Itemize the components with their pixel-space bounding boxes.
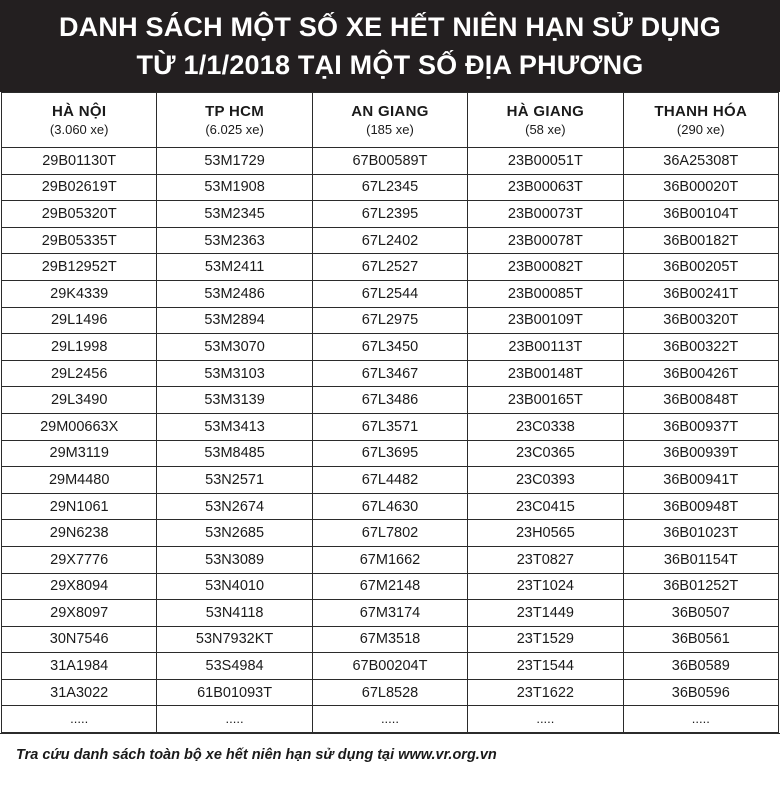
plate-cell: 23T1529 [468,626,623,653]
plate-cell: 36B01252T [623,573,778,600]
plate-cell: 29B12952T [2,254,157,281]
plate-cell: 29B02619T [2,174,157,201]
ellipsis-cell: ..... [157,706,312,733]
ellipsis-cell: ..... [312,706,467,733]
plate-cell: 31A3022 [2,679,157,706]
plate-cell: 23T1449 [468,600,623,627]
column-name: THANH HÓA [654,103,748,120]
table-row [2,653,779,680]
ellipsis-cell: ..... [2,706,157,733]
plate-cell: 36B00426T [623,360,778,387]
plate-cell: 23T1024 [468,573,623,600]
plate-cell: 53N3089 [157,546,312,573]
plate-cell: 23B00063T [468,174,623,201]
plate-cell: 53N4118 [157,600,312,627]
table-row [2,148,779,175]
plate-cell: 67B00589T [312,148,467,175]
table-row [2,546,779,573]
plate-cell: 23C0415 [468,493,623,520]
plate-cell: 29L1998 [2,334,157,361]
plate-cell: 23B00051T [468,148,623,175]
plate-cell: 53M2411 [157,254,312,281]
plate-cell: 31A1984 [2,653,157,680]
plate-cell: 67L3467 [312,360,467,387]
plate-cell: 29N1061 [2,493,157,520]
plate-cell: 23H0565 [468,520,623,547]
plate-cell: 36B0561 [623,626,778,653]
plate-cell: 36B00941T [623,467,778,494]
plate-cell: 53M3070 [157,334,312,361]
column-count: (3.060 xe) [49,122,109,137]
plate-cell: 29K4339 [2,280,157,307]
column-header [623,93,778,148]
plate-cell: 67L2395 [312,201,467,228]
plate-cell: 23B00082T [468,254,623,281]
plate-cell: 67L2345 [312,174,467,201]
title-line-1: DANH SÁCH MỘT SỐ XE HẾT NIÊN HẠN SỬ DỤNG [59,12,721,42]
plate-cell: 29B01130T [2,148,157,175]
plate-cell: 36B01023T [623,520,778,547]
plate-cell: 67L7802 [312,520,467,547]
plate-cell: 67M3518 [312,626,467,653]
plate-cell: 53N2571 [157,467,312,494]
plate-cell: 36B00322T [623,334,778,361]
plate-cell: 29L2456 [2,360,157,387]
plate-cell: 36B00948T [623,493,778,520]
plate-cell: 36B00020T [623,174,778,201]
plate-cell: 67L2402 [312,227,467,254]
plate-cell: 36B0589 [623,653,778,680]
plate-cell: 29X8097 [2,600,157,627]
plate-cell: 53M3139 [157,387,312,414]
plate-cell: 67L3486 [312,387,467,414]
ellipsis-cell: ..... [623,706,778,733]
column-count: (185 xe) [366,122,414,137]
plate-cell: 36B0507 [623,600,778,627]
plate-cell: 23B00078T [468,227,623,254]
plate-cell: 36B00320T [623,307,778,334]
table-row [2,307,779,334]
plate-cell: 53M1908 [157,174,312,201]
table-row [2,334,779,361]
table-body [2,148,779,733]
table-row [2,174,779,201]
plate-cell: 67L8528 [312,679,467,706]
plate-cell: 29M3119 [2,440,157,467]
plate-cell: 29N6238 [2,520,157,547]
plate-cell: 53M2363 [157,227,312,254]
column-name: TP HCM [205,103,265,120]
plate-cell: 53N4010 [157,573,312,600]
ellipsis-cell: ..... [468,706,623,733]
plate-cell: 36B0596 [623,679,778,706]
plate-cell: 30N7546 [2,626,157,653]
title-banner [0,0,780,92]
plate-cell: 67M1662 [312,546,467,573]
plate-cell: 67L3450 [312,334,467,361]
plate-cell: 36B00182T [623,227,778,254]
plate-cell: 29X8094 [2,573,157,600]
plate-cell: 36B00104T [623,201,778,228]
plate-cell: 36B00937T [623,413,778,440]
plate-cell: 67L4630 [312,493,467,520]
plate-cell: 67L2975 [312,307,467,334]
plate-cell: 53M2345 [157,201,312,228]
plate-cell: 61B01093T [157,679,312,706]
plate-cell: 23T0827 [468,546,623,573]
plate-cell: 29B05320T [2,201,157,228]
table-row [2,360,779,387]
table-row [2,626,779,653]
plate-cell: 36B01154T [623,546,778,573]
plate-cell: 53M8485 [157,440,312,467]
column-name: HÀ NỘI [52,103,107,120]
plate-cell: 23B00109T [468,307,623,334]
table-row [2,440,779,467]
table-row [2,520,779,547]
plate-cell: 36B00848T [623,387,778,414]
plate-cell: 53M1729 [157,148,312,175]
title-line-2: TỪ 1/1/2018 TẠI MỘT SỐ ĐỊA PHƯƠNG [136,50,644,80]
column-count: (58 xe) [525,122,566,137]
plate-cell: 53M3103 [157,360,312,387]
table-row [2,493,779,520]
plate-cell: 36B00241T [623,280,778,307]
ellipsis-row [2,706,779,733]
column-header [157,93,312,148]
table-row [2,201,779,228]
plate-cell: 29B05335T [2,227,157,254]
column-count: (290 xe) [676,122,725,137]
plate-cell: 53N2674 [157,493,312,520]
plate-cell: 67L3695 [312,440,467,467]
plate-cell: 23B00085T [468,280,623,307]
plate-cell: 36B00205T [623,254,778,281]
footer-note: Tra cứu danh sách toàn bộ xe hết niên hạn sử dụng tại www.vr.org.vn [0,733,780,775]
plate-cell: 53N2685 [157,520,312,547]
column-header [468,93,623,148]
plate-cell: 36A25308T [623,148,778,175]
plate-cell: 53M3413 [157,413,312,440]
table-row [2,573,779,600]
plate-cell: 29M4480 [2,467,157,494]
plate-cell: 67L4482 [312,467,467,494]
plate-cell: 23B00165T [468,387,623,414]
plate-cell: 29M00663X [2,413,157,440]
plate-cell: 23B00113T [468,334,623,361]
plate-cell: 23C0393 [468,467,623,494]
plate-cell: 67M2148 [312,573,467,600]
plate-cell: 23B00073T [468,201,623,228]
plate-cell: 53S4984 [157,653,312,680]
table-row [2,600,779,627]
plate-cell: 29L3490 [2,387,157,414]
table-row [2,413,779,440]
table-row [2,679,779,706]
plate-cell: 36B00939T [623,440,778,467]
plate-cell: 67L3571 [312,413,467,440]
plate-cell: 29L1496 [2,307,157,334]
plate-cell: 53M2486 [157,280,312,307]
plate-cell: 67B00204T [312,653,467,680]
table-header-row [2,93,779,148]
plate-cell: 23B00148T [468,360,623,387]
column-header [312,93,467,148]
plate-cell: 23C0338 [468,413,623,440]
plate-cell: 23C0365 [468,440,623,467]
plate-cell: 67L2544 [312,280,467,307]
column-name: AN GIANG [351,103,429,120]
plate-cell: 67M3174 [312,600,467,627]
table-row [2,280,779,307]
plate-cell: 23T1544 [468,653,623,680]
column-name: HÀ GIANG [506,103,585,120]
table-row [2,467,779,494]
table-row [2,254,779,281]
plate-cell: 53N7932KT [157,626,312,653]
plate-cell: 29X7776 [2,546,157,573]
plate-cell: 67L2527 [312,254,467,281]
plate-cell: 53M2894 [157,307,312,334]
column-header [2,93,157,148]
plate-cell: 23T1622 [468,679,623,706]
license-plate-table [1,92,779,733]
table-row [2,227,779,254]
table-row [2,387,779,414]
column-count: (6.025 xe) [205,122,264,137]
